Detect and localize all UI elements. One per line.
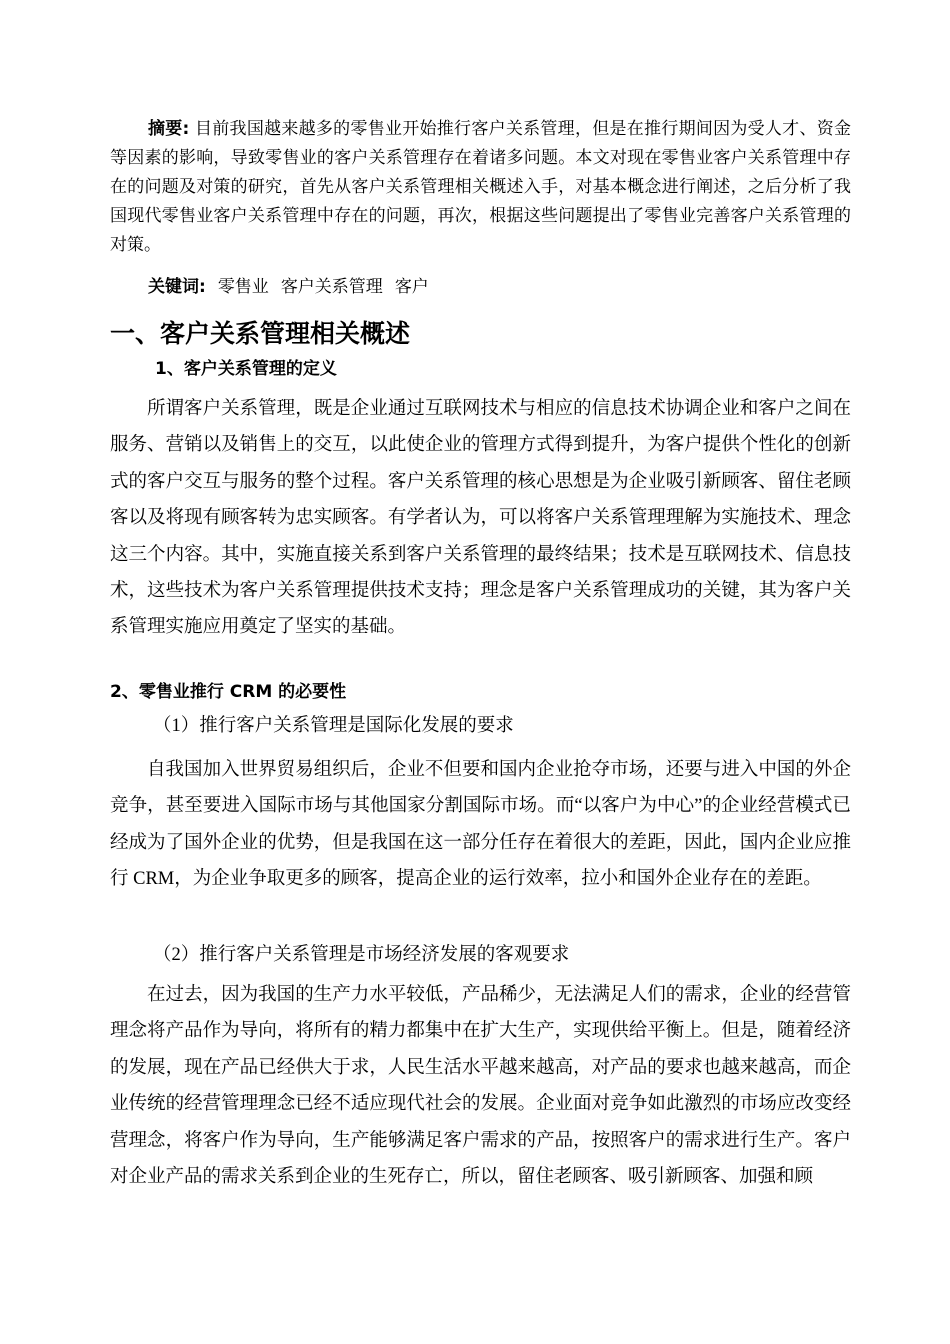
section-heading: 一、客户关系管理相关概述 — [110, 319, 411, 348]
keywords-line — [148, 274, 429, 300]
keyword-item: 零售业 — [217, 277, 269, 297]
point-title: （1）推行客户关系管理是国际化发展的要求 — [153, 716, 514, 736]
abstract-text: 目前我国越来越多的零售业开始推行客户关系管理，但是在推行期间因为受人才、资金等因素的影响，导致零售业的客户关系管理存在着诸多问题。本文对现在零售业客户关系管理中存在的问题及对策的研究，首先从客户关系管理相关概述入手，对基本概念进行阐述，之后分析了我国现代零售业客户关系管理中存在的问题，再次，根据这些问题提出了零售业完善客户关系管理的对策。 — [110, 119, 851, 255]
abstract-paragraph — [110, 115, 851, 260]
keyword-item: 客户关系管理 — [280, 277, 383, 297]
point-title: （2）推行客户关系管理是市场经济发展的客观要求 — [153, 945, 570, 965]
abstract-label: 摘要: — [148, 119, 190, 139]
body-paragraph: 在过去，因为我国的生产力水平较低，产品稀少，无法满足人们的需求，企业的经营管理念将产品作为导向，将所有的精力都集中在扩大生产，实现供给平衡上。但是，随着经济的发展，现在产品已经供大于求，人民生活水平越来越高，对产品的要求也越来越高，而企业传统的经营管理理念已经不适应现代社会的发展。企业面对竞争如此激烈的市场应改变经营理念，将客户作为导向，生产能够满足客户需求的产品，按照客户的需求进行生产。客户对企业产品的需求关系到企业的生死存亡，所以，留住老顾客、吸引新顾客、加强和顾 — [110, 985, 851, 1188]
body-paragraph: 所谓客户关系管理，既是企业通过互联网技术与相应的信息技术协调企业和客户之间在服务、营销以及销售上的交互，以此使企业的管理方式得到提升，为客户提供个性化的创新式的客户交互与服务的整个过程。客户关系管理的核心思想是为企业吸引新顾客、留住老顾客以及将现有顾客转为忠实顾客。有学者认为，可以将客户关系管理理解为实施技术、理念这三个内容。其中，实施直接关系到客户关系管理的最终结果；技术是互联网技术、信息技术，这些技术为客户关系管理提供技术支持；理念是客户关系管理成功的关键，其为客户关系管理实施应用奠定了坚实的基础。 — [110, 399, 851, 638]
body-paragraph: 自我国加入世界贸易组织后，企业不但要和国内企业抢夺市场，还要与进入中国的外企竞争，甚至要进入国际市场与其他国家分割国际市场。而“以客户为中心”的企业经营模式已经成为了国外企业的优势，但是我国在这一部分任存在着很大的差距，因此，国内企业应推行 CRM，为企业争取更多的顾客，提高企业的运行效率，拉小和国外企业存在的差距。 — [110, 760, 851, 890]
subsection-heading: 2、零售业推行 CRM 的必要性 — [110, 682, 347, 702]
subsection-heading: 1、客户关系管理的定义 — [155, 359, 337, 379]
keywords-label: 关键词: — [148, 277, 206, 297]
keyword-item: 客户 — [394, 277, 429, 297]
